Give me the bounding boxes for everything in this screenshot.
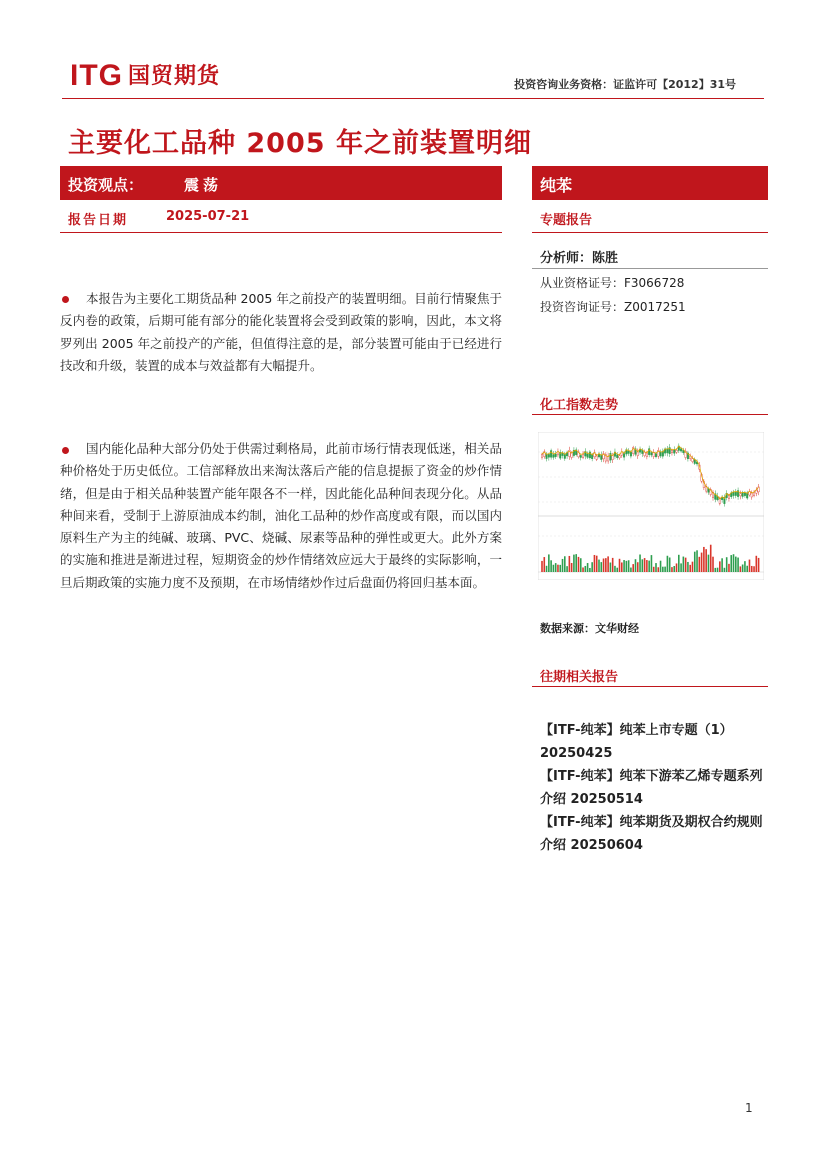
volume-bar xyxy=(746,566,748,572)
paragraph-2: 国内能化品种大部分仍处于供需过剩格局，此前市场行情表现低迷，相关品种价格处于历史低位。工信部释放出来淘汰落后产能的信息提振了资金的炒作情绪，但是由于相关品种装置产能年限各不一样，因此能化品种间表现分化。从品种间来看，受制于上游原油成本约制，油化工品种的炒作高度或有限，而以国内原料生产为主的纯碱、玻璃、PVC、烧碱、尿素等品种的弹性或更大。此外方案的实施和推进是渐进过程，短期资金的炒作情绪效应远大于最终的实际影响，一旦后期政策的实施力度不及预期，在市场情绪炒作过后盘面仍将回归基本面。 xyxy=(60,441,502,590)
volume-bar xyxy=(548,554,550,572)
volume-bar xyxy=(756,556,758,572)
candle-body xyxy=(673,450,675,453)
qualification-text: 投资咨询业务资格：证监许可【2012】31号 xyxy=(514,78,736,91)
candle-body xyxy=(553,455,555,458)
volume-bar xyxy=(667,556,669,572)
candle-body xyxy=(610,453,612,460)
volume-bar xyxy=(541,561,543,572)
volume-bar xyxy=(664,567,666,572)
volume-bar xyxy=(721,558,723,572)
analyst-divider xyxy=(532,268,768,269)
volume-bar xyxy=(692,562,694,572)
candle-body xyxy=(751,493,753,497)
volume-bar xyxy=(550,560,552,572)
volume-bar xyxy=(733,554,735,572)
volume-bar xyxy=(673,566,675,572)
volume-bar xyxy=(740,566,742,572)
candle-body xyxy=(541,455,543,458)
volume-bar xyxy=(543,557,545,572)
related-heading xyxy=(532,664,768,687)
volume-bar xyxy=(724,568,726,572)
candle-body xyxy=(651,453,653,455)
data-source: 数据来源：文华财经 xyxy=(540,622,639,635)
volume-bar xyxy=(557,565,559,572)
related-report-link[interactable]: 【ITF-纯苯】纯苯上市专题（1）20250425 xyxy=(540,723,733,761)
logo-company-name: 国贸期货 xyxy=(128,64,221,89)
candle-body xyxy=(753,492,755,495)
volume-bar xyxy=(635,559,637,572)
volume-bar xyxy=(669,557,671,572)
volume-bar xyxy=(683,557,685,572)
volume-bar xyxy=(657,567,659,572)
candle-body xyxy=(660,452,662,456)
candle-body xyxy=(630,452,632,456)
volume-bar xyxy=(616,568,618,572)
volume-bar xyxy=(696,550,698,572)
volume-bar xyxy=(564,556,566,572)
related-title: 往期相关报告 xyxy=(540,670,619,685)
candle-body xyxy=(546,454,548,458)
header-divider xyxy=(62,98,764,99)
volume-bar xyxy=(737,558,739,572)
candle-body xyxy=(582,454,584,457)
chart-title: 化工指数走势 xyxy=(540,398,619,413)
volume-bar xyxy=(571,563,573,572)
report-type-heading xyxy=(532,206,768,233)
candle-body xyxy=(733,492,735,496)
report-title: 主要化工品种 2005 年之前装置明细 xyxy=(68,128,532,159)
volume-bar xyxy=(719,561,721,572)
volume-bar xyxy=(621,562,623,572)
volume-bar xyxy=(742,564,744,572)
consulting-cert: 投资咨询证号：Z0017251 xyxy=(540,300,686,314)
candle-body xyxy=(591,455,593,459)
candle-body xyxy=(680,449,682,451)
volume-bar xyxy=(758,558,760,572)
candle-body xyxy=(564,454,566,458)
candle-body xyxy=(735,492,737,496)
volume-bar xyxy=(687,562,689,572)
volume-bar xyxy=(628,560,630,572)
volume-bar xyxy=(605,558,607,572)
volume-bar xyxy=(678,555,680,572)
volume-bar xyxy=(728,564,730,572)
candle-body xyxy=(623,453,625,457)
volume-bar xyxy=(662,567,664,572)
volume-bar xyxy=(730,555,732,572)
candle-body xyxy=(728,496,730,499)
date-value: 2025-07-21 xyxy=(166,209,250,224)
candle-body xyxy=(580,455,582,457)
volume-bar xyxy=(689,565,691,572)
volume-bar xyxy=(735,557,737,572)
volume-bar xyxy=(626,561,628,572)
volume-bar xyxy=(685,558,687,572)
volume-bar xyxy=(648,561,650,572)
volume-bar xyxy=(639,554,641,572)
volume-bar xyxy=(676,563,678,572)
volume-bar xyxy=(598,560,600,572)
volume-bar xyxy=(630,568,632,572)
volume-bar xyxy=(614,566,616,572)
volume-bar xyxy=(753,566,755,572)
volume-bar xyxy=(744,561,746,572)
candle-body xyxy=(628,451,630,453)
volume-bar xyxy=(705,549,707,572)
candle-body xyxy=(671,451,673,453)
candle-body xyxy=(619,456,621,458)
candle-body xyxy=(637,452,639,456)
volume-bar xyxy=(600,562,602,572)
volume-bar xyxy=(714,568,716,572)
candle-body xyxy=(721,498,723,500)
volume-bar xyxy=(603,559,605,572)
volume-bar xyxy=(623,560,625,572)
volume-bar xyxy=(708,555,710,572)
candle-body xyxy=(612,455,614,460)
candle-body xyxy=(596,456,598,459)
volume-bar xyxy=(655,563,657,572)
volume-bar xyxy=(660,561,662,572)
volume-bar xyxy=(587,563,589,572)
report-date-row xyxy=(60,206,502,233)
report-type: 专题报告 xyxy=(540,213,593,228)
volume-bar xyxy=(582,567,584,572)
volume-bar xyxy=(546,566,548,572)
volume-bar xyxy=(619,559,621,572)
volume-bar xyxy=(553,565,555,572)
volume-bar xyxy=(612,558,614,572)
volume-bar xyxy=(578,557,580,572)
volume-bar xyxy=(580,558,582,572)
view-label: 投资观点： xyxy=(68,176,144,194)
qualification-cert: 从业资格证号：F3066728 xyxy=(540,276,685,290)
index-trend-chart xyxy=(538,432,764,580)
volume-bar xyxy=(671,567,673,572)
volume-bar xyxy=(699,557,701,572)
volume-bar xyxy=(644,558,646,572)
candle-body xyxy=(644,452,646,455)
sector-bar xyxy=(532,166,768,200)
volume-bar xyxy=(703,547,705,572)
sector-name: 纯苯 xyxy=(540,176,573,195)
volume-bar xyxy=(749,560,751,572)
candle-body xyxy=(555,454,557,457)
volume-bar xyxy=(569,556,571,572)
logo-itg: ITG xyxy=(70,59,123,92)
volume-bar xyxy=(751,566,753,572)
volume-bar xyxy=(555,563,557,572)
candle-body xyxy=(562,453,564,455)
volume-bar xyxy=(585,566,587,572)
volume-bar xyxy=(566,566,568,572)
page-number: 1 xyxy=(745,1101,753,1115)
candle-body xyxy=(655,454,657,457)
volume-bar xyxy=(559,565,561,572)
related-report-link[interactable]: 【ITF-纯苯】纯苯期货及期权合约规则介绍 20250604 xyxy=(540,815,763,853)
date-label: 报告日期 xyxy=(68,213,129,228)
volume-bar xyxy=(651,555,653,572)
candle-body xyxy=(740,494,742,496)
candle-body xyxy=(548,454,550,457)
volume-bar xyxy=(646,560,648,572)
volume-bar xyxy=(680,563,682,572)
volume-bar xyxy=(562,559,564,572)
volume-bar xyxy=(653,567,655,572)
volume-bar xyxy=(632,564,634,572)
candle-body xyxy=(667,449,669,453)
chart-heading xyxy=(532,392,768,415)
volume-bar xyxy=(594,555,596,572)
volume-bar xyxy=(637,562,639,572)
candle-body xyxy=(587,454,589,457)
volume-bar xyxy=(573,555,575,572)
volume-bar xyxy=(591,562,593,572)
view-value: 震荡 xyxy=(184,176,223,194)
volume-bar xyxy=(701,553,703,572)
volume-bar xyxy=(726,557,728,572)
volume-bar xyxy=(717,568,719,572)
volume-bar xyxy=(596,556,598,572)
volume-bar xyxy=(575,554,577,572)
candle-body xyxy=(742,493,744,497)
volume-bar xyxy=(607,556,609,572)
candle-body xyxy=(646,453,648,457)
related-report-link[interactable]: 【ITF-纯苯】纯苯下游苯乙烯专题系列介绍 20250514 xyxy=(540,769,763,807)
paragraph-1: 本报告为主要化工期货品种 2005 年之前投产的装置明细。目前行情聚焦于反内卷的政策，后期可能有部分的能化装置将会受到政策的影响，因此，本文将罗列出 2005 年之前投产的产能，但值得注意的是，部分装置可能由于已经进行技改和升级，装置的成本与效益都有大幅提升。 xyxy=(60,291,502,373)
volume-bar xyxy=(710,545,712,572)
candle-body xyxy=(676,450,678,452)
volume-bar xyxy=(589,568,591,572)
candle-body xyxy=(616,455,618,458)
volume-bar xyxy=(610,563,612,572)
analyst-name: 分析师：陈胜 xyxy=(540,251,619,266)
view-bar xyxy=(60,166,502,200)
volume-bar xyxy=(642,559,644,572)
volume-bar xyxy=(694,552,696,572)
volume-bar xyxy=(712,557,714,572)
candle-body xyxy=(744,493,746,496)
candle-body xyxy=(692,459,694,462)
